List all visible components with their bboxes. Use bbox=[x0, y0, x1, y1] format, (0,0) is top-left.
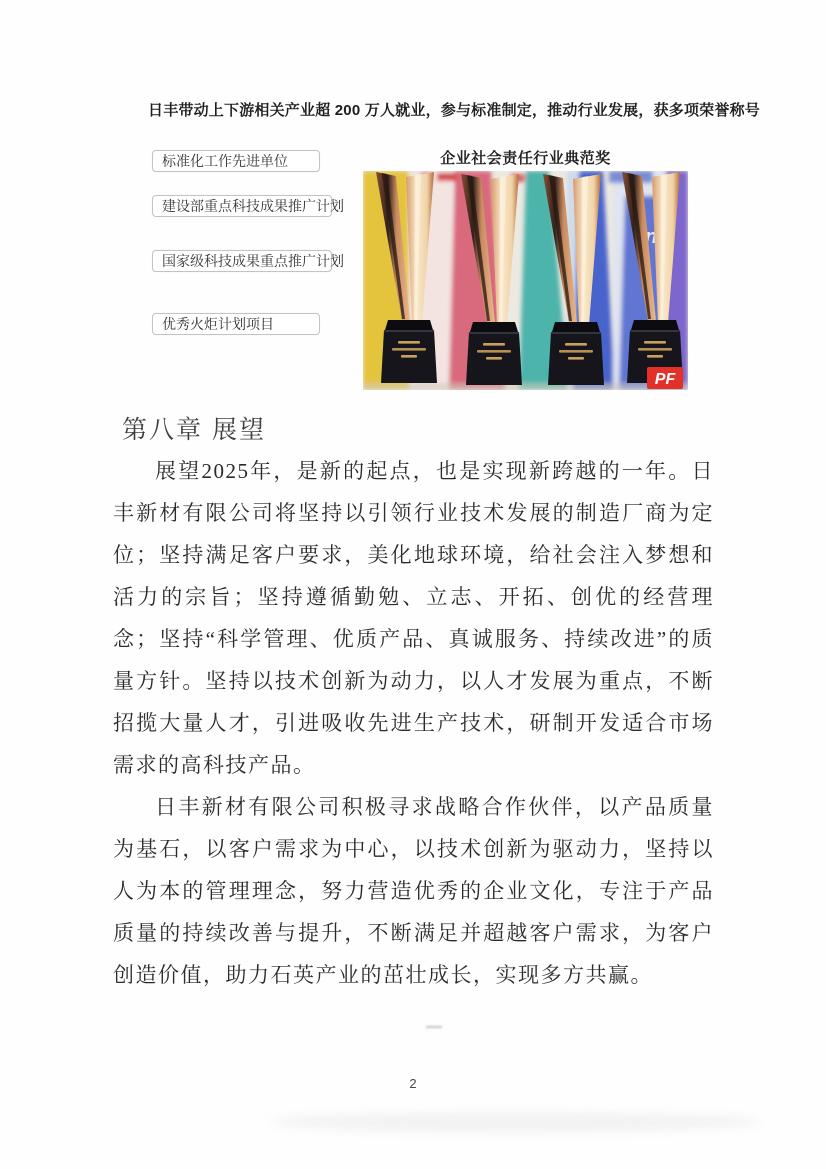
scan-dash-artifact bbox=[426, 1026, 442, 1028]
scan-smudge-artifact bbox=[270, 1112, 760, 1132]
award-photo-caption: 企业社会责任行业典范奖 bbox=[440, 150, 611, 167]
pf-logo-text: PF bbox=[654, 371, 676, 388]
honor-badge-standardization: 标准化工作先进单位 bbox=[152, 150, 320, 172]
honor-badge-national-program: 国家级科技成果重点推广计划 bbox=[152, 250, 332, 272]
paragraph-partnership: 日丰新材有限公司积极寻求战略合作伙伴，以产品质量为基石，以客户需求为中心，以技术创新为驱动力，坚持以人为本的管理理念，努力营造优秀的企业文化，专注于产品质量的持续改善与提升，不断满足并超越客户需求，为客户创造价值，助力石英产业的茁壮成长，实现多方共赢。 bbox=[113, 795, 714, 987]
paragraph-outlook: 展望2025年，是新的起点，也是实现新跨越的一年。日丰新材有限公司将坚持以引领行业技术发展的制造厂商为定位；坚持满足客户要求，美化地球环境，给社会注入梦想和活力的宗旨；坚持遵循勤勉、立志、开拓、创优的经营理念；坚持“科学管理、优质产品、真诚服务、持续改进”的质量方针。坚持以技术创新为动力，以人才发展为重点，不断招揽大量人才，引进吸收先进生产技术，研制开发适合市场需求的高科技产品。 bbox=[113, 459, 714, 777]
chapter-title: 第八章 展望 bbox=[122, 416, 266, 444]
trophies-photo bbox=[363, 171, 688, 390]
honor-badge-torch-program: 优秀火炬计划项目 bbox=[152, 313, 320, 335]
trophies-photo-graphic bbox=[363, 171, 688, 390]
page-number: 2 bbox=[409, 1076, 417, 1091]
chapter-body bbox=[113, 450, 714, 996]
header-note: 日丰带动上下游相关产业超 200 万人就业，参与标准制定，推动行业发展，获多项荣誉称号 bbox=[148, 102, 760, 119]
pf-logo-icon bbox=[647, 367, 683, 389]
honor-badge-ministry-program: 建设部重点科技成果推广计划 bbox=[152, 195, 332, 217]
